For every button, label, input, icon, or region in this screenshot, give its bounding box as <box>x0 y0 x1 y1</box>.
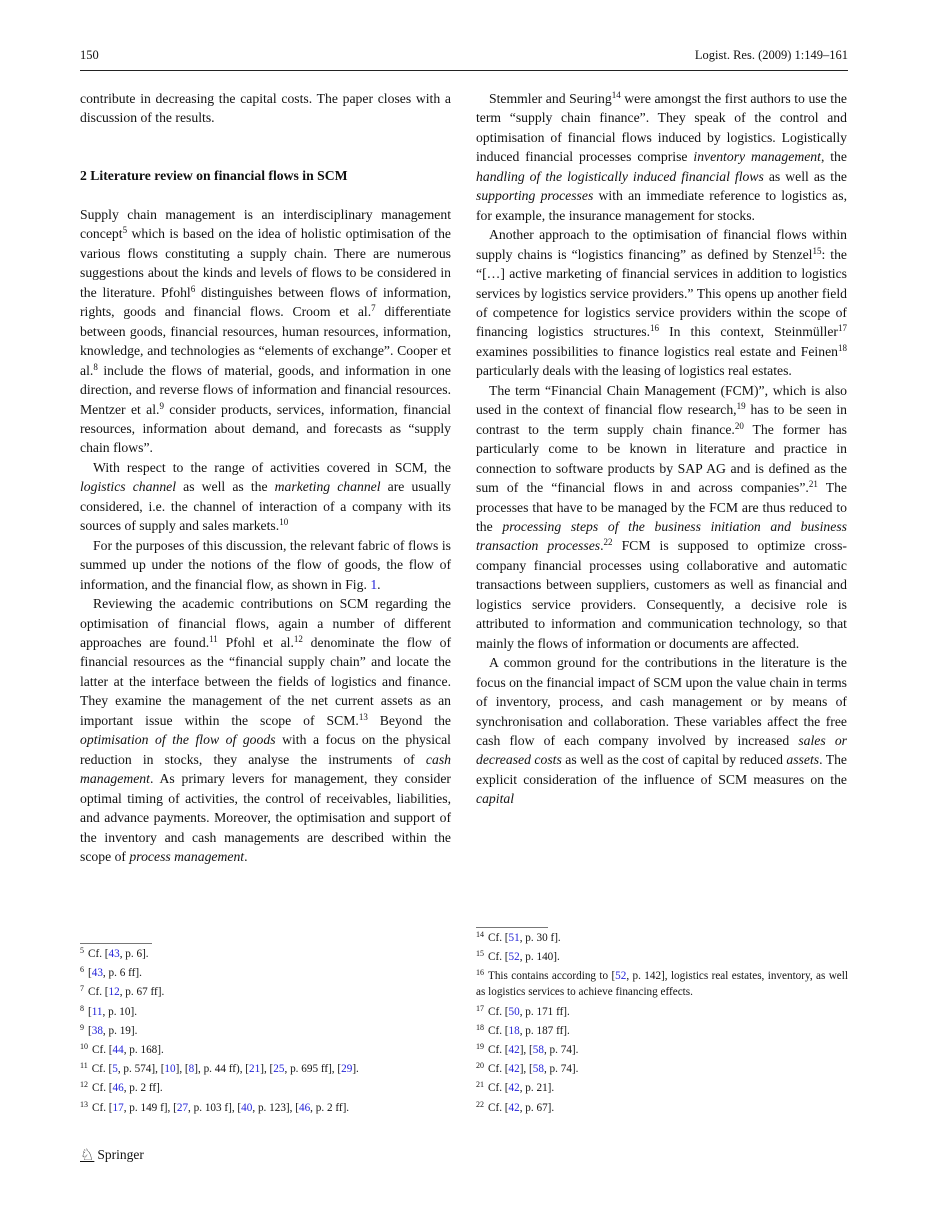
footnote <box>80 1042 452 1058</box>
footnote-marker: 8 <box>93 361 98 372</box>
text-run: denominate the flow of financial resources as the “financial supply chain” and locate the latter at the interface between the fields of logistics and finance. They examine the management of the net current assets as an important issue within the scope of SCM. <box>80 634 452 728</box>
footnote-marker: 13 <box>358 711 368 722</box>
text-run: , p. 142], logistics real estates, inventory, as well as logistics services to achieve financing effects. <box>476 970 848 999</box>
italic-text: capital <box>476 791 515 807</box>
text-run: In this context, Steinmüller <box>659 324 838 340</box>
text-run: , p. 168]. <box>123 1043 164 1056</box>
text-run: are usually considered, i.e. the channel of interaction of a company with its sources of supply and sales markets. <box>80 479 452 534</box>
footnote-marker: 7 <box>371 303 376 314</box>
text-run: Cf. [ <box>488 932 509 944</box>
footnote-marker: 11 <box>80 1061 88 1071</box>
reference-link[interactable]: 42 <box>508 1101 520 1114</box>
text-run: With respect to the range of activities covered in SCM, the <box>93 459 451 475</box>
page-number: 150 <box>80 48 99 62</box>
text-run: ], p. 44 ff), [ <box>194 1063 250 1076</box>
reference-link[interactable]: 21 <box>249 1063 261 1076</box>
text-run: , p. 2 ff]. <box>123 1082 163 1095</box>
reference-link[interactable]: 42 <box>508 1063 520 1076</box>
text-run: Cf. [ <box>88 948 109 960</box>
footnote <box>476 1061 848 1077</box>
springer-logo <box>80 1145 144 1164</box>
footnote <box>80 1100 452 1116</box>
footnote-marker: 19 <box>476 1041 484 1051</box>
text-run: Cf. [ <box>91 1063 113 1076</box>
paragraph <box>476 653 847 809</box>
text-run: , p. 67 ff]. <box>119 986 165 999</box>
footnote-marker: 8 <box>80 1003 84 1013</box>
text-run: as well as the cost of capital by reduced <box>561 752 787 768</box>
footnote <box>80 1023 452 1039</box>
reference-link[interactable]: 52 <box>615 970 627 983</box>
footnote-marker: 5 <box>122 225 128 236</box>
text-run: Another approach to the optimisation of financial flows within supply chains is “logistics financing” as defined by Stenzel <box>476 227 847 262</box>
paragraph <box>80 594 451 866</box>
paragraph <box>80 89 451 128</box>
footnote-marker: 9 <box>80 1022 84 1032</box>
text-run: distinguishes between flows of information, rights, goods and financial flows. Croom et al. <box>80 284 451 320</box>
text-run: This contains according to [ <box>488 970 616 983</box>
text-run: Cf. [ <box>488 1005 509 1018</box>
italic-text: assets <box>786 752 820 768</box>
reference-link[interactable]: 17 <box>112 1101 124 1114</box>
footnote-marker: 10 <box>279 517 289 528</box>
reference-link[interactable]: 58 <box>532 1043 544 1056</box>
italic-text: logistics channel <box>80 479 177 495</box>
reference-link[interactable]: 12 <box>108 986 120 999</box>
reference-link[interactable]: 38 <box>91 1024 103 1037</box>
footnote <box>476 949 848 965</box>
header-rule <box>80 70 848 71</box>
text-run: . The explicit consideration of the influence of SCM measures on the <box>476 752 847 787</box>
text-run: Cf. [ <box>488 1024 509 1037</box>
footnote-marker: 16 <box>476 968 484 978</box>
footnote-marker: 18 <box>476 1022 484 1032</box>
text-run: Beyond the <box>367 712 451 728</box>
right-column <box>476 89 847 809</box>
text-run: FCM is supposed to optimize cross-company financial processes using collaborative and automatic transactions between suppliers, customers as well as financial and logistics service providers. Consequently, a decisive role is attributed to information and communication technology, so that mainly the flows of information or documents are affected. <box>476 538 847 651</box>
text-run: differentiate between goods, financial resources, human resources, information, knowledge, and technologies as “elements of exchange”. Cooper et al. <box>80 304 451 378</box>
reference-link[interactable]: 18 <box>508 1024 520 1037</box>
reference-link[interactable]: 51 <box>508 932 520 944</box>
footnote-marker: 15 <box>476 949 484 959</box>
text-run: , p. 74]. <box>543 1043 579 1056</box>
paragraph <box>476 89 847 225</box>
paragraph <box>80 205 451 458</box>
reference-link[interactable]: 42 <box>508 1043 520 1056</box>
text-run: which is based on the idea of holistic optimisation of the various flows constituting a supply chain. There are numerous suggestions about the kinds and levels of flows to be considered in the literature. Pfohl <box>80 226 451 300</box>
footnote-marker: 7 <box>80 984 84 994</box>
italic-text: optimisation of the flow of goods <box>80 732 276 748</box>
reference-link[interactable]: 52 <box>508 951 520 964</box>
text-run: Cf. [ <box>488 1063 509 1076</box>
reference-link[interactable]: 11 <box>91 1005 103 1018</box>
reference-link[interactable]: 46 <box>112 1082 124 1095</box>
footnote-marker: 15 <box>812 245 822 256</box>
italic-text: handling of the logistically induced financial flows <box>476 168 764 184</box>
italic-text: process management <box>129 848 245 864</box>
text-run: Cf. [ <box>488 1101 509 1114</box>
text-run: contribute in decreasing the capital costs. The paper closes with a discussion of the results. <box>80 91 451 126</box>
text-run: , p. 123], [ <box>252 1101 299 1114</box>
reference-link[interactable]: 8 <box>188 1063 195 1076</box>
footnote <box>80 946 452 962</box>
text-run: Cf. [ <box>488 951 509 964</box>
text-run: particularly deals with the leasing of logistics real estates. <box>476 363 792 379</box>
footnote <box>80 1080 452 1096</box>
text-run: with an immediate reference to logistics as, for example, the insurance management for stocks. <box>476 188 847 223</box>
footnote <box>476 1100 848 1116</box>
section-heading: 2 Literature review on financial flows in SCM <box>80 168 348 183</box>
text-run: , p. 19]. <box>102 1024 138 1037</box>
footnote <box>476 1023 848 1039</box>
footnote-marker: 22 <box>603 537 613 548</box>
italic-text: cash management <box>80 751 451 787</box>
text-run: , p. 10]. <box>102 1005 138 1018</box>
text-run: The term “Financial Chain Management (FCM)”, which is also used in the context of financial flow research, <box>476 382 847 418</box>
text-run: ], [ <box>175 1063 189 1076</box>
italic-text: processing steps of the business initiation and business transaction processes <box>476 518 847 554</box>
text-run: ]. <box>352 1063 359 1076</box>
text-run: consider products, services, information, financial resources, information about demand, and forecasts as “supply chain flows”. <box>80 401 451 456</box>
paragraph <box>476 381 847 653</box>
text-run: : the “[…] active marketing of financial services in addition to logistics services by logistics service providers.” This opens up another field of competence for logistics service providers within the scope of financing logistics structures. <box>476 246 847 340</box>
publisher-name: Springer <box>97 1146 144 1162</box>
reference-link[interactable]: 43 <box>108 948 120 960</box>
footnote-marker: 22 <box>476 1099 484 1109</box>
text-run: Cf. [ <box>88 986 109 999</box>
text-run: were amongst the first authors to use the term “supply chain finance”. They speak of the control and optimisation of financial flows induced by logistics. Logistically induced financial processes comprise <box>476 91 847 165</box>
text-run: , p. 574], [ <box>117 1063 165 1076</box>
text-run: Stemmler and Seuring <box>489 91 612 106</box>
text-run: , p. 6]. <box>119 948 149 960</box>
footnote-rule <box>80 943 152 944</box>
text-run: . <box>377 576 381 592</box>
footnote-marker: 6 <box>80 965 84 975</box>
text-run: as well as the <box>176 479 275 495</box>
text-run: Supply chain management is an interdisciplinary management concept <box>80 207 451 242</box>
right-footnotes <box>476 930 848 1119</box>
text-run: Reviewing the academic contributions on SCM regarding the optimisation of financial flows, again a number of different approaches are found. <box>80 596 451 650</box>
text-run: Cf. [ <box>92 1082 113 1095</box>
text-run: examines possibilities to finance logistics real estate and Feinen <box>476 343 838 359</box>
footnote-marker: 20 <box>476 1061 484 1071</box>
footnote-marker: 10 <box>80 1041 88 1051</box>
text-run: . <box>244 848 248 864</box>
text-run: , p. 140]. <box>519 951 560 964</box>
footnote-marker: 17 <box>838 323 847 334</box>
footnote-marker: 12 <box>80 1080 88 1090</box>
footnote-marker: 12 <box>293 633 303 644</box>
footnote-marker: 21 <box>476 1080 484 1090</box>
text-run: , p. 30 f]. <box>519 932 561 944</box>
footnote-marker: 18 <box>838 342 847 353</box>
left-intro <box>80 89 451 128</box>
reference-link[interactable]: 58 <box>532 1063 544 1076</box>
footnote-marker: 6 <box>190 283 196 294</box>
text-run: include the flows of material, goods, and information in one direction, and reverse flows of information and financial resources. Mentzer et al. <box>80 362 451 417</box>
reference-link[interactable]: 29 <box>341 1063 353 1076</box>
reference-link[interactable]: 1 <box>370 576 378 592</box>
text-run: , p. 74]. <box>543 1063 579 1076</box>
running-header: Logist. Res. (2009) 1:149–161 <box>694 48 848 62</box>
text-run: [ <box>88 1005 92 1018</box>
italic-text: marketing channel <box>274 479 381 495</box>
text-run: Cf. [ <box>488 1043 509 1056</box>
footnote-marker: 9 <box>159 400 164 411</box>
reference-link[interactable]: 46 <box>298 1101 311 1114</box>
footnote-marker: 20 <box>734 420 744 431</box>
text-run: [ <box>88 1024 92 1037</box>
text-run: with a focus on the physical reduction in stocks, they analyse the instruments of <box>80 732 451 767</box>
footnote <box>80 965 452 981</box>
reference-link[interactable]: 43 <box>91 967 103 980</box>
paragraph <box>80 458 451 536</box>
footnote-marker: 14 <box>611 90 621 100</box>
paragraph <box>80 536 451 594</box>
text-run: The former has particularly come to be known in literature and practice in connection to software products by SAP AG and is defined as the sum of the “financial flows in and across companies”. <box>476 421 847 496</box>
text-run: , p. 171 ff]. <box>519 1005 570 1018</box>
text-run: , p. 2 ff]. <box>310 1101 350 1114</box>
footnote <box>80 1004 452 1020</box>
footnote <box>476 1042 848 1058</box>
paragraph <box>476 225 847 381</box>
text-run: The processes that have to be managed by the FCM are thus reduced to the <box>476 480 847 534</box>
footnote-marker: 11 <box>209 633 218 644</box>
text-run: Cf. [ <box>92 1101 113 1114</box>
reference-link[interactable]: 44 <box>112 1043 124 1056</box>
text-run: Cf. [ <box>92 1043 113 1056</box>
text-run: , p. 149 f], [ <box>123 1101 177 1114</box>
left-footnotes <box>80 946 452 1119</box>
text-run: [ <box>88 967 92 980</box>
reference-link[interactable]: 42 <box>508 1082 520 1095</box>
footnote <box>80 1061 452 1077</box>
left-column <box>80 205 451 866</box>
footnote <box>80 984 452 1000</box>
footnote <box>476 968 848 1000</box>
text-run: has to be seen in contrast to the term supply chain finance. <box>476 402 848 437</box>
italic-text: inventory management <box>693 149 821 165</box>
reference-link[interactable]: 27 <box>176 1101 189 1114</box>
reference-link[interactable]: 5 <box>112 1063 118 1076</box>
italic-text: sales or decreased costs <box>476 732 847 768</box>
reference-link[interactable]: 10 <box>164 1063 176 1076</box>
footnote-marker: 17 <box>476 1003 484 1013</box>
footnote-marker: 21 <box>808 479 818 490</box>
reference-link[interactable]: 40 <box>241 1101 253 1114</box>
reference-link[interactable]: 50 <box>508 1005 520 1018</box>
text-run: as well as the <box>763 168 847 184</box>
text-run: , p. 695 ff], [ <box>284 1063 342 1076</box>
text-run: , the <box>820 149 847 165</box>
text-run: For the purposes of this discussion, the relevant fabric of flows is summed up under the notions of the flow of goods, the flow of information, and the financial flow, as shown in Fig. <box>80 537 451 592</box>
footnote-marker: 5 <box>80 946 84 955</box>
text-run: Pfohl et al. <box>217 634 294 650</box>
springer-knight-icon: ♘ <box>80 1145 95 1164</box>
footnote <box>476 930 848 946</box>
text-run: A common ground for the contributions in the literature is the focus on the financial impact of SCM upon the value chain in terms of inventory, process, and cash management or by means of synchronisation and collaboration. These variables affect the free cash flow of each company involved by increased <box>476 655 847 748</box>
footnote <box>476 1004 848 1020</box>
text-run: . As primary levers for management, they consider optimal timing of activities, the control of receivables, liabilities, and advance payments. Moreover, the optimisation and support of the inventory and cash managements are described within the scope of <box>80 771 451 864</box>
footnote-marker: 13 <box>80 1099 88 1109</box>
footnote-marker: 19 <box>736 401 746 412</box>
text-run: Cf. [ <box>488 1082 509 1095</box>
text-run: ], [ <box>519 1063 533 1076</box>
footnote <box>476 1080 848 1096</box>
text-run: , p. 103 f], [ <box>188 1101 242 1114</box>
italic-text: supporting processes <box>476 188 594 204</box>
footnote-rule <box>476 927 548 928</box>
text-run: . <box>600 538 604 554</box>
text-run: , p. 187 ff]. <box>519 1024 570 1037</box>
text-run: ], [ <box>260 1063 274 1076</box>
text-run: , p. 21]. <box>519 1082 555 1095</box>
text-run: ], [ <box>519 1043 533 1056</box>
footnote-marker: 16 <box>650 323 660 334</box>
text-run: , p. 67]. <box>519 1101 555 1114</box>
footnote-marker: 14 <box>476 930 484 939</box>
reference-link[interactable]: 25 <box>273 1063 285 1076</box>
text-run: , p. 6 ff]. <box>102 967 142 980</box>
